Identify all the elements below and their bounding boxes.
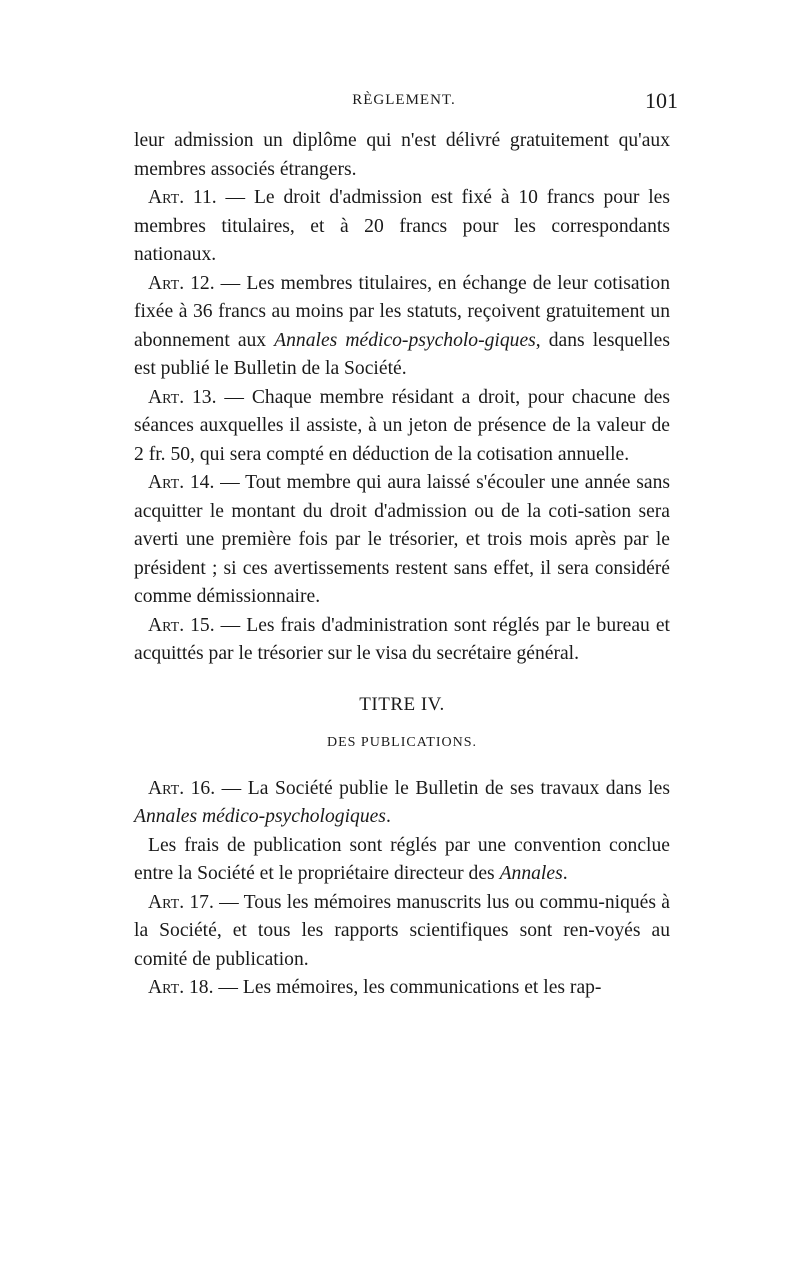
frais-paragraph [134, 832, 670, 889]
article-13 [134, 384, 670, 470]
section-subtitle: DES PUBLICATIONS. [326, 734, 477, 750]
article-text: — Tous les mémoires manuscrits lus ou commu-niqués à la Société, et tous les rapports scientifiques sont ren-voyés au comité de publication. [134, 891, 670, 970]
journal-title: Annales [499, 863, 563, 884]
section-title: TITRE IV. [359, 693, 445, 715]
article-label: Art. 11. [148, 187, 217, 208]
article-text: — Tout membre qui aura laissé s'écouler une année sans acquitter le montant du droit d'admission ou de la coti-sation sera averti une première fois par le trésorier, et trois mois après par le président ; si ces avertissements restent sans effet, il sera considéré comme démissionnaire. [134, 472, 670, 607]
article-text: — Chaque membre résidant a droit, pour chacune des séances auxquelles il assiste, à un jeton de présence de la valeur de 2 fr. 50, qui sera compté en déduction de la cotisation annuelle. [134, 386, 670, 465]
paragraph-text: Les frais de publication sont réglés par une convention conclue entre la Société et le propriétaire directeur des [134, 834, 670, 884]
article-label: Art. 14. [148, 472, 215, 493]
article-text: — Le droit d'admission est fixé à 10 francs pour les membres titulaires, et à 20 francs pour les correspondants nationaux. [134, 187, 670, 265]
continuation-paragraph: leur admission un diplôme qui n'est délivré gratuitement qu'aux membres associés étrangers. [134, 130, 670, 180]
article-12 [134, 270, 670, 384]
article-17 [134, 889, 670, 975]
running-head [134, 88, 678, 116]
article-18 [134, 974, 670, 1003]
article-text: — Les frais d'administration sont réglés par le bureau et acquittés par le trésorier sur le visa du secrétaire général. [134, 614, 670, 664]
article-label: Art. 18. [148, 977, 214, 998]
article-label: Art. 17. [148, 891, 214, 913]
paragraph-text: . [562, 863, 568, 884]
article-label: Art. 16. [148, 777, 216, 799]
article-15 [134, 612, 670, 669]
article-14 [134, 469, 670, 612]
article-text: — La Société publie le Bulletin de ses travaux dans les [215, 777, 670, 799]
article-text: — Les membres titulaires, en échange de leur cotisation fixée à 36 francs au moins par les statuts, reçoivent gratuitement un abonnement aux [134, 272, 670, 351]
article-label: Art. 12. [148, 272, 215, 294]
page-number: 101 [645, 88, 678, 113]
article-16 [134, 775, 670, 832]
article-text: . [385, 806, 391, 827]
body-text [134, 127, 670, 1003]
article-label: Art. 15. [148, 614, 215, 636]
article-text: , dans lesquelles est publié le Bulletin de la Société. [134, 329, 670, 379]
article-text: — Les mémoires, les communications et les rap- [213, 977, 602, 998]
article-label: Art. 13. [148, 386, 217, 408]
running-head-title: RÈGLEMENT. [352, 92, 456, 108]
journal-title: Annales médico-psychologiques [134, 806, 386, 827]
journal-title: Annales médico-psycholo-giques [274, 329, 536, 351]
article-11 [134, 184, 670, 270]
